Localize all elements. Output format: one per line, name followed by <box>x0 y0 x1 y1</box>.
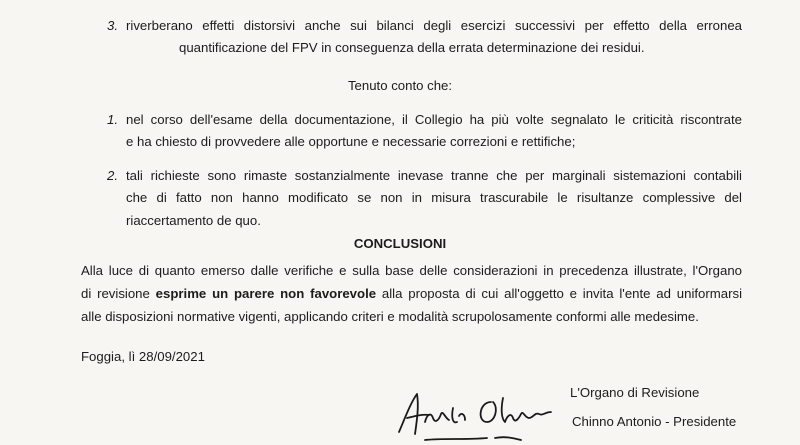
item-3-line-1: riverberano effetti distorsivi anche sui bilanci degli esercizi successivi per effetto della erronea <box>126 18 742 33</box>
conclusioni-line-2-post: alla proposta di cui all'oggetto e invita l'ente ad uniformarsi <box>376 286 742 301</box>
item-1-line-1: nel corso dell'esame della documentazione, il Collegio ha più volte segnalato le criticità riscontrate <box>126 112 742 127</box>
place-date: Foggia, lì 28/09/2021 <box>81 349 205 364</box>
conclusioni-heading: CONCLUSIONI <box>353 236 447 251</box>
conclusioni-bold-verdict: esprime un parere non favorevole <box>155 286 377 301</box>
conclusioni-line-2 <box>81 286 742 302</box>
list-number-2: 2. <box>107 168 118 183</box>
signatory-name: Chinno Antonio - Presidente <box>572 414 737 429</box>
list-number-3: 3. <box>107 18 118 33</box>
item-2-line-3: riaccertamento de quo. <box>126 213 261 228</box>
conclusioni-line-1: Alla luce di quanto emerso dalle verifiche e sulla base delle considerazioni in precedenza illustrate, l'Organo <box>81 263 742 278</box>
list-number-1: 1. <box>107 112 118 127</box>
organo-di-revisione: L'Organo di Revisione <box>570 385 700 400</box>
item-2-line-2: che di fatto non hanno modificato se non in misura trascurabile le risultanze complessive del <box>126 190 742 205</box>
conclusioni-line-3: alle disposizioni normative vigenti, applicando criteri e modalità scrupolosamente conformi alle medesime. <box>81 309 699 324</box>
handwritten-signature <box>395 388 575 445</box>
item-3-line-2: quantificazione del FPV in conseguenza della errata determinazione dei residui. <box>179 40 645 55</box>
tenuto-conto-heading: Tenuto conto che: <box>347 78 453 93</box>
item-1-line-2: e ha chiesto di provvedere alle opportune e necessarie correzioni e rettifiche; <box>126 134 576 149</box>
item-2-line-1: tali richieste sono rimaste sostanzialmente inevase tranne che per marginali sistemazioni contabili <box>126 168 742 183</box>
conclusioni-line-2-pre: di revisione <box>81 286 156 301</box>
